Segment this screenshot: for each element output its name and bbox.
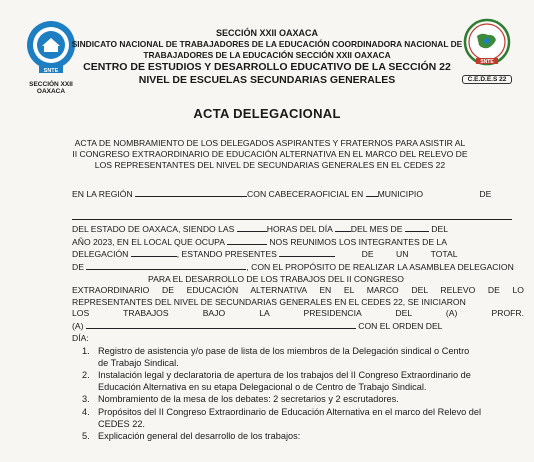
day-blank[interactable] — [335, 223, 351, 232]
agenda-item — [82, 346, 482, 369]
body-line-3 — [72, 248, 524, 261]
agenda-item — [82, 394, 482, 406]
local-blank[interactable] — [227, 236, 267, 245]
body-line-9 — [72, 320, 524, 333]
cabecera-label: CON CABECERAOFICIAL EN — [247, 189, 364, 199]
right-logo-badge: SNTE — [480, 59, 494, 65]
body-line-6: EXTRAORDINARIO DE EDUCACIÓN ALTERNATIVA EN EL MARCO DEL RELEVO DE LO — [72, 285, 524, 296]
region-line — [72, 188, 524, 201]
p3-a: DELEGACIÓN — [72, 249, 129, 260]
agenda-item-number: 1. — [82, 346, 90, 356]
agenda-item — [82, 431, 482, 443]
intro-line-1: ACTA DE NOMBRAMIENTO DE LOS DELEGADOS ASPIRANTES Y FRATERNOS PARA ASISTIR AL — [74, 138, 466, 148]
municipio-label: MUNICIPIO — [377, 189, 423, 199]
agenda-item — [82, 370, 482, 393]
header-line-2: SINDICATO NACIONAL DE TRABAJADORES DE LA EDUCACIÓN COORDINADORA NACIONAL DE — [71, 39, 463, 49]
agenda-item-number: 2. — [82, 370, 90, 381]
right-logo-caption: C.E.D.E.S 22 — [462, 75, 512, 84]
region-blank[interactable] — [135, 188, 247, 197]
p2-a: AÑO 2023, EN EL LOCAL QUE OCUPA — [72, 236, 225, 247]
p5: PARA EL DESARROLLO DE LOS TRABAJOS DEL II CONGRESO — [148, 273, 404, 284]
intro-line-3: LOS REPRESENTANTES DEL NIVEL DE SECUNDARIAS GENERALES EN EL CEDES 22 — [94, 160, 446, 170]
p4-b: , CON EL PROPÓSITO DE REALIZAR LA ASAMBLEA DELEGACION — [246, 261, 514, 272]
body-line-1 — [72, 223, 524, 236]
p1-c: DEL MES DE — [350, 224, 403, 235]
body-line-8: LOS TRABAJOS BAJO LA PRESIDENCIA DEL (A) PROFR. — [72, 308, 524, 319]
p9-a: (A) — [72, 320, 84, 331]
body-line-4 — [72, 261, 524, 274]
cabecera-blank[interactable] — [366, 188, 378, 197]
header-line-5: NIVEL DE ESCUELAS SECUNDARIAS GENERALES — [138, 74, 396, 86]
left-logo-caption-2: OAXACA — [36, 88, 66, 95]
body-line-7: REPRESENTANTES DEL NIVEL DE SECUNDARIAS GENERALES EN EL CEDES 22, SE INICIARON — [72, 296, 466, 307]
acta-body — [72, 188, 524, 344]
intro-line-2: II CONGRESO EXTRAORDINARIO DE EDUCACIÓN ALTERNATIVA EN EL MARCO DEL RELEVO DE — [72, 149, 468, 159]
presentes-blank[interactable] — [279, 248, 335, 257]
agenda-item-text: Propósitos del II Congreso Extraordinario de Educación Alternativa en el marco del Relevo del CEDES 22. — [98, 406, 482, 429]
agenda-item-number: 3. — [82, 394, 90, 405]
left-logo-caption-1: SECCIÓN XXII — [29, 81, 73, 88]
municipio-blank[interactable] — [72, 211, 512, 220]
agenda-item-number: 5. — [82, 431, 90, 442]
body-line-0 — [72, 211, 524, 224]
document-title: ACTA DELEGACIONAL — [193, 106, 341, 121]
hour-blank[interactable] — [237, 223, 267, 232]
p9-b: CON EL ORDEN DEL — [358, 320, 443, 331]
region-de-label: DE — [479, 189, 492, 199]
body-line-5 — [72, 274, 524, 286]
p1-d: DEL — [431, 224, 448, 235]
left-logo-badge: SNTE — [43, 68, 59, 74]
agenda-item-text: Nombramiento de la mesa de los debates: 2 secretarios y 2 escrutadores. — [98, 394, 399, 405]
document-header — [0, 28, 534, 87]
body-line-10: DÍA: — [72, 332, 89, 343]
region-label: EN LA REGIÓN — [72, 189, 133, 199]
p1-a: DEL ESTADO DE OAXACA, SIENDO LAS — [72, 224, 235, 235]
agenda-item-text: Explicación general del desarrollo de los trabajos: — [98, 431, 301, 442]
agenda-item-text: Registro de asistencia y/o pase de lista de los miembros de la Delegación sindical o Centro de Trabajo Sindical. — [98, 346, 470, 368]
agenda-item-number: 4. — [82, 406, 90, 417]
agenda-item-text: Instalación legal y declaratoria de apertura de los trabajos del II Congreso Extraordinario de Educación Alternativa en su etapa Delegacional o de Centro de Trabajo Sindical. — [98, 370, 471, 392]
p4-a: DE — [72, 261, 84, 272]
delegacion-blank[interactable] — [131, 248, 177, 257]
body-line-2 — [72, 236, 524, 249]
header-line-3: TRABAJADORES DE LA EDUCACIÓN SECCIÓN XXII OAXACA — [143, 50, 391, 60]
agenda-item — [82, 407, 482, 430]
p1-b: HORAS DEL DÍA — [266, 224, 333, 235]
agenda-list — [82, 346, 482, 444]
presidente-blank[interactable] — [86, 320, 356, 329]
intro-paragraph — [60, 138, 480, 171]
total-blank[interactable] — [86, 261, 246, 270]
header-line-1: SECCIÓN XXII OAXACA — [215, 28, 318, 38]
p3-c: DE UN TOTAL — [361, 249, 458, 260]
p2-b: NOS REUNIMOS LOS INTEGRANTES DE LA — [269, 236, 447, 247]
p3-b: , ESTANDO PRESENTES — [176, 249, 277, 260]
month-blank[interactable] — [405, 223, 429, 232]
header-line-4: CENTRO DE ESTUDIOS Y DESARROLLO EDUCATIVO DE LA SECCIÓN 22 — [83, 61, 451, 73]
